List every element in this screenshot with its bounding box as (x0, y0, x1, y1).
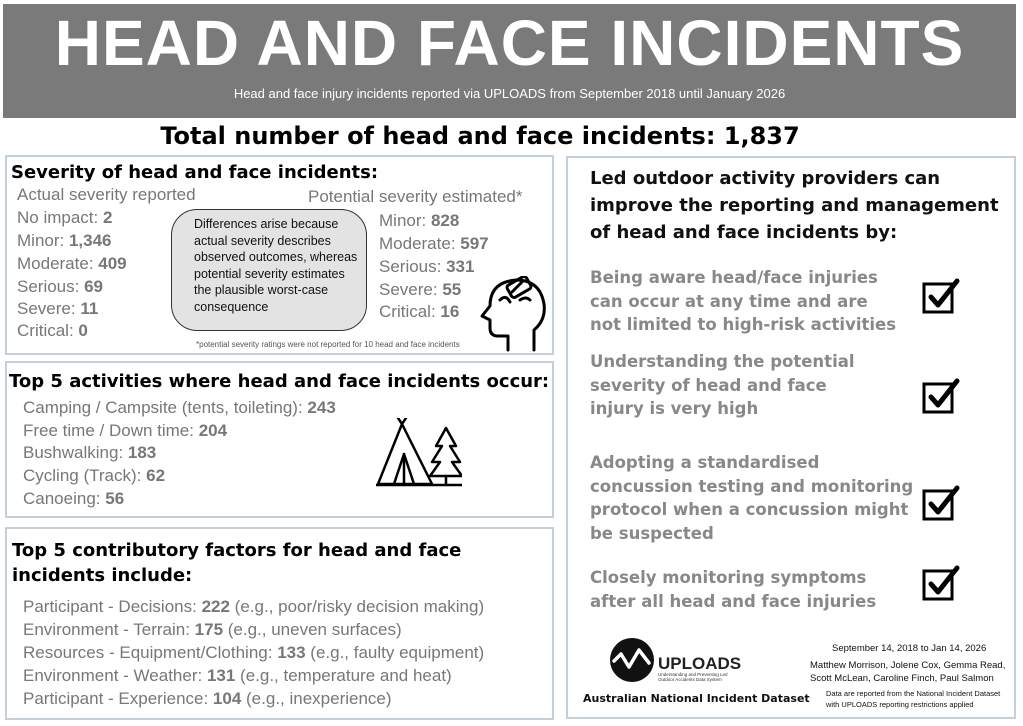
list-item: Serious: 69 (17, 277, 104, 296)
page-title: HEAD AND FACE INCIDENTS (54, 7, 965, 79)
checkbox-checked-icon (922, 565, 960, 603)
logo-tagline: Understanding and Preventing Led Outdoor Accidents Data System (658, 672, 728, 682)
list-item: Severe: 11 (17, 299, 99, 318)
head-injury-icon (478, 276, 548, 352)
authors-line-2: Scott McLean, Caroline Finch, Paul Salmon (810, 673, 994, 684)
potential-severity-heading: Potential severity estimated* (308, 187, 523, 206)
list-item: Critical: 16 (379, 302, 460, 321)
uploads-logo (609, 637, 655, 683)
checkbox-checked-icon (922, 378, 960, 416)
disclaimer-line-1: Data are reported from the National Incident Dataset (826, 689, 1001, 698)
list-item: Free time / Down time: 204 (23, 421, 228, 440)
list-item: Environment - Weather: 131 (e.g., temperature and heat) (23, 666, 452, 685)
disclaimer-line-2: with UPLOADS reporting restrictions applied (826, 700, 974, 709)
checkbox-checked-icon (922, 485, 960, 523)
list-item: No impact: 2 (17, 208, 113, 227)
tent-icon (376, 418, 462, 488)
list-item: Participant - Decisions: 222 (e.g., poor/risky decision making) (23, 597, 485, 616)
recommendations-title: Led outdoor activity providers can improve the reporting and management of head and face incidents by: (590, 168, 999, 243)
date-range: September 14, 2018 to Jan 14, 2026 (832, 643, 987, 654)
list-item: Serious: 331 (379, 257, 475, 276)
recommendation-item-1: Being aware head/face injuries can occur at any time and are not limited to high-risk activities (590, 268, 897, 334)
list-item: Cycling (Track): 62 (23, 466, 166, 485)
factors-title-line2: incidents include: (12, 565, 193, 586)
list-item: Environment - Terrain: 175 (e.g., uneven surfaces) (23, 620, 402, 639)
list-item: Moderate: 409 (17, 254, 127, 273)
list-item: Canoeing: 56 (23, 489, 125, 508)
list-item: Minor: 1,346 (17, 231, 112, 250)
list-item: Severe: 55 (379, 280, 462, 299)
list-item: Critical: 0 (17, 321, 88, 340)
recommendation-item-2: Understanding the potential severity of head and face injury is very high (590, 352, 855, 418)
list-item: Minor: 828 (379, 211, 460, 230)
activities-title: Top 5 activities where head and face incidents occur: (9, 371, 550, 392)
page-subtitle: Head and face injury incidents reported via UPLOADS from September 2018 until January 2026 (233, 86, 786, 101)
factors-title-line1: Top 5 contributory factors for head and face (12, 540, 462, 561)
checkbox-checked-icon (922, 278, 960, 316)
authors-line-1: Matthew Morrison, Jolene Cox, Gemma Read, (810, 660, 1006, 671)
actual-severity-heading: Actual severity reported (17, 185, 196, 204)
recommendation-item-4: Closely monitoring symptoms after all head and face injuries (590, 568, 877, 611)
list-item: Participant - Experience: 104 (e.g., inexperience) (23, 689, 392, 708)
logo-name: UPLOADS (658, 654, 742, 673)
list-item: Moderate: 597 (379, 234, 489, 253)
list-item: Camping / Campsite (tents, toileting): 243 (23, 398, 336, 417)
severity-footnote: *potential severity ratings were not reported for 10 head and face incidents (196, 340, 460, 349)
header-banner (3, 4, 1016, 118)
recommendation-item-3: Adopting a standardised concussion testing and monitoring protocol when a concussion might be suspected (590, 453, 914, 543)
list-item: Resources - Equipment/Clothing: 133 (e.g., faulty equipment) (23, 643, 485, 662)
dataset-name: Australian National Incident Dataset (583, 692, 810, 705)
severity-title: Severity of head and face incidents: (11, 162, 379, 183)
severity-note-bubble: Differences arise because actual severity describes observed outcomes, whereas potential severity estimates the plausible worst-case consequence (171, 209, 367, 331)
list-item: Bushwalking: 183 (23, 443, 157, 462)
total-incidents: Total number of head and face incidents: 1,837 (160, 122, 800, 150)
